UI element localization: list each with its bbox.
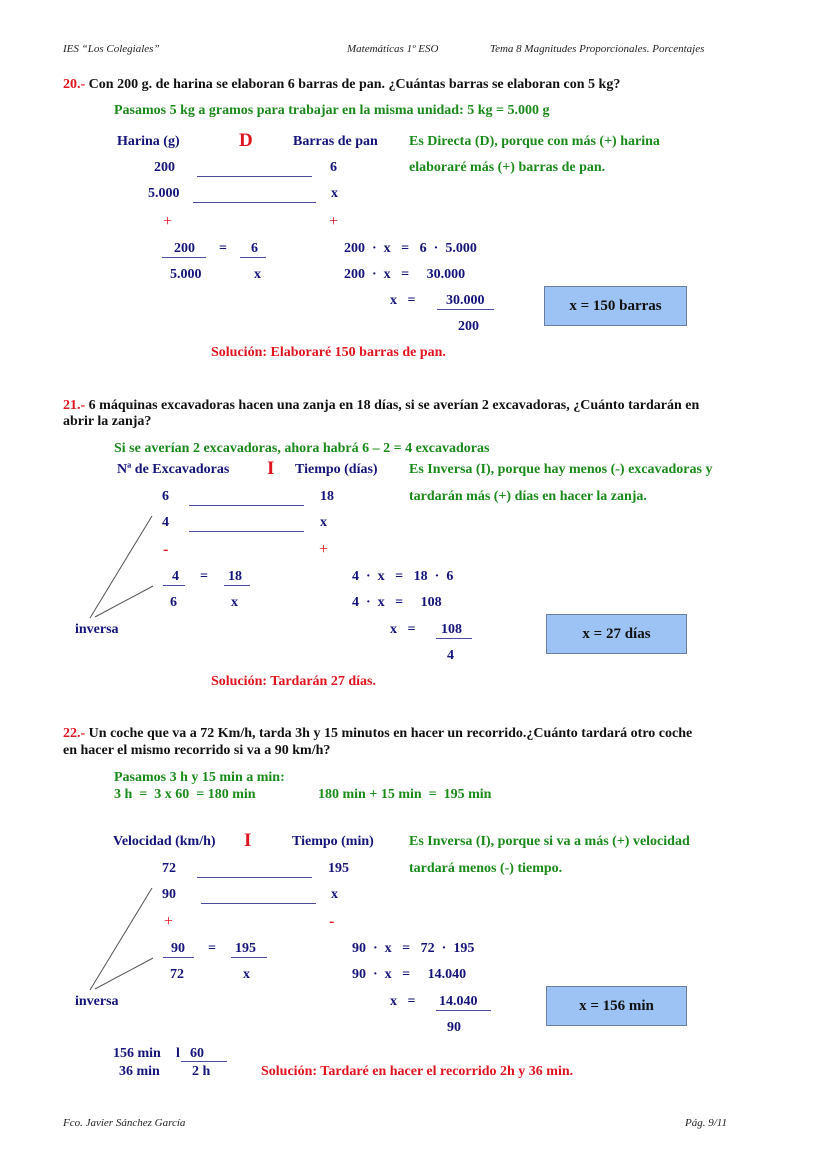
problem-number: 22.-: [63, 726, 86, 741]
explanation-line-1: Es Directa (D), porque con más (+) harina: [409, 134, 660, 149]
fraction-left-numerator: 200: [174, 241, 195, 256]
problem-statement-line-1: 22.- Un coche que va a 72 Km/h, tarda 3h y 15 minutos en hacer un recorrido.¿Cuánto tardará otro coche: [63, 726, 693, 741]
fraction-right-bar: [231, 957, 267, 958]
column-header-2: Barras de pan: [293, 134, 378, 149]
row1-value-b: 18: [320, 489, 334, 504]
unit-conversion-note: Pasamos 5 kg a gramos para trabajar en la misma unidad: 5 kg = 5.000 g: [114, 103, 550, 118]
row1-connector-line: [197, 877, 312, 878]
header-topic: Tema 8 Magnitudes Proporcionales. Porcentajes: [490, 43, 705, 55]
fraction-right-bar: [240, 257, 266, 258]
column-header-1: Nª de Excavadoras: [117, 462, 230, 477]
sign-a: +: [164, 913, 174, 930]
fraction-left-bar: [163, 585, 185, 586]
fraction-right-denominator: x: [254, 267, 261, 282]
problem-statement: 20.- Con 200 g. de harina se elaboran 6 barras de pan. ¿Cuántas barras se elaboran con 5 kg?: [63, 77, 621, 92]
division-divisor-line: [181, 1061, 227, 1062]
conversion-note-2b: 180 min + 15 min = 195 min: [318, 787, 492, 802]
relation-letter: D: [239, 130, 253, 151]
division-remainder: 36 min: [119, 1064, 160, 1079]
fraction-left-denominator: 6: [170, 595, 177, 610]
division-divisor: 60: [190, 1046, 204, 1061]
sign-b: +: [329, 213, 339, 230]
row2-value-a: 5.000: [148, 186, 180, 201]
division-quotient: 2 h: [192, 1064, 211, 1079]
fraction-right-bar: [224, 585, 250, 586]
column-header-1: Velocidad (km/h): [113, 834, 216, 849]
relation-letter: I: [267, 458, 275, 479]
solution-text: Solución: Tardaré en hacer el recorrido 2h y 36 min.: [261, 1064, 574, 1079]
problem-number: 21.-: [63, 398, 86, 413]
sign-a: +: [163, 213, 173, 230]
solution-text: Solución: Elaboraré 150 barras de pan.: [211, 345, 446, 360]
fraction-left-bar: [162, 257, 206, 258]
fraction-left-numerator: 4: [172, 569, 179, 584]
column-header-1: Harina (g): [117, 134, 180, 149]
explanation-line-2: tardarán más (+) días en hacer la zanja.: [409, 489, 647, 504]
equation-step-3-lhs: x =: [390, 622, 416, 637]
equals-sign: =: [208, 941, 216, 956]
equation-step-3-numerator: 30.000: [446, 293, 485, 308]
sign-a: -: [163, 541, 169, 558]
explanation-line-1: Es Inversa (I), porque hay menos (-) excavadoras y: [409, 462, 713, 477]
equation-step-1: 90 · x = 72 · 195: [352, 941, 475, 956]
fraction-right-denominator: x: [231, 595, 238, 610]
fraction-left-denominator: 5.000: [170, 267, 202, 282]
row2-connector-line: [201, 903, 316, 904]
row1-connector-line: [189, 505, 304, 506]
equation-step-1: 4 · x = 18 · 6: [352, 569, 454, 584]
problem-statement-line-2: en hacer el mismo recorrido si va a 90 km/h?: [63, 743, 331, 758]
equation-step-3-denominator: 4: [447, 648, 454, 663]
equation-step-3-bar: [437, 309, 494, 310]
explanation-line-2: elaboraré más (+) barras de pan.: [409, 160, 606, 175]
row2-value-b: x: [320, 515, 327, 530]
fraction-left-denominator: 72: [170, 967, 184, 982]
equation-step-2: 4 · x = 108: [352, 595, 442, 610]
fraction-right-numerator: 6: [251, 241, 258, 256]
row2-value-a: 4: [162, 515, 169, 530]
row1-connector-line: [197, 176, 312, 177]
explanation-line-2: tardará menos (-) tiempo.: [409, 861, 563, 876]
row2-value-b: x: [331, 186, 338, 201]
relation-letter: I: [244, 830, 252, 851]
explanation-line-1: Es Inversa (I), porque si va a más (+) velocidad: [409, 834, 690, 849]
conversion-note-2a: 3 h = 3 x 60 = 180 min: [114, 787, 256, 802]
solution-text: Solución: Tardarán 27 días.: [211, 674, 376, 689]
row2-value-b: x: [331, 887, 338, 902]
fraction-left-bar: [163, 957, 194, 958]
equation-step-3-numerator: 108: [441, 622, 462, 637]
row2-value-a: 90: [162, 887, 176, 902]
problem-statement-line-2: abrir la zanja?: [63, 414, 152, 429]
equals-sign: =: [200, 569, 208, 584]
equation-step-1: 200 · x = 6 · 5.000: [344, 241, 477, 256]
row2-connector-line: [193, 202, 316, 203]
context-note: Si se averían 2 excavadoras, ahora habrá 6 – 2 = 4 excavadoras: [114, 441, 490, 456]
row1-value-a: 200: [154, 160, 175, 175]
equation-step-3-bar: [436, 1010, 491, 1011]
column-header-2: Tiempo (días): [295, 462, 378, 477]
fraction-right-numerator: 18: [228, 569, 242, 584]
division-dividend: 156 min: [113, 1046, 161, 1061]
fraction-right-numerator: 195: [235, 941, 256, 956]
row1-value-b: 6: [330, 160, 337, 175]
row1-value-a: 72: [162, 861, 176, 876]
equation-step-3-bar: [436, 638, 472, 639]
division-bracket: l: [176, 1046, 180, 1061]
equation-step-3-denominator: 90: [447, 1020, 461, 1035]
conversion-note-1: Pasamos 3 h y 15 min a min:: [114, 770, 285, 785]
row2-connector-line: [189, 531, 304, 532]
fraction-left-numerator: 90: [171, 941, 185, 956]
row1-value-b: 195: [328, 861, 349, 876]
header-subject: Matemáticas 1º ESO: [347, 43, 439, 55]
problem-number: 20.-: [63, 77, 86, 92]
result-box: x = 27 días: [546, 614, 687, 654]
equation-step-3-lhs: x =: [390, 293, 416, 308]
result-box: x = 150 barras: [544, 286, 687, 326]
equation-step-3-denominator: 200: [458, 319, 479, 334]
sign-b: +: [319, 541, 329, 558]
problem-statement-line-1: 21.- 6 máquinas excavadoras hacen una zanja en 18 días, si se averían 2 excavadoras, ¿Cuánto tardarán en: [63, 398, 700, 413]
row1-value-a: 6: [162, 489, 169, 504]
equation-step-2: 200 · x = 30.000: [344, 267, 466, 282]
sign-b: -: [329, 913, 335, 930]
equation-step-3-lhs: x =: [390, 994, 416, 1009]
footer-author: Fco. Javier Sánchez García: [63, 1117, 186, 1129]
equals-sign: =: [219, 241, 227, 256]
result-box: x = 156 min: [546, 986, 687, 1026]
equation-step-2: 90 · x = 14.040: [352, 967, 467, 982]
equation-step-3-numerator: 14.040: [439, 994, 478, 1009]
column-header-2: Tiempo (min): [292, 834, 374, 849]
inverse-label: inversa: [75, 622, 119, 637]
footer-page-number: Pág. 9/11: [685, 1117, 727, 1129]
inverse-label: inversa: [75, 994, 119, 1009]
header-school: IES “Los Colegiales”: [63, 43, 160, 55]
fraction-right-denominator: x: [243, 967, 250, 982]
